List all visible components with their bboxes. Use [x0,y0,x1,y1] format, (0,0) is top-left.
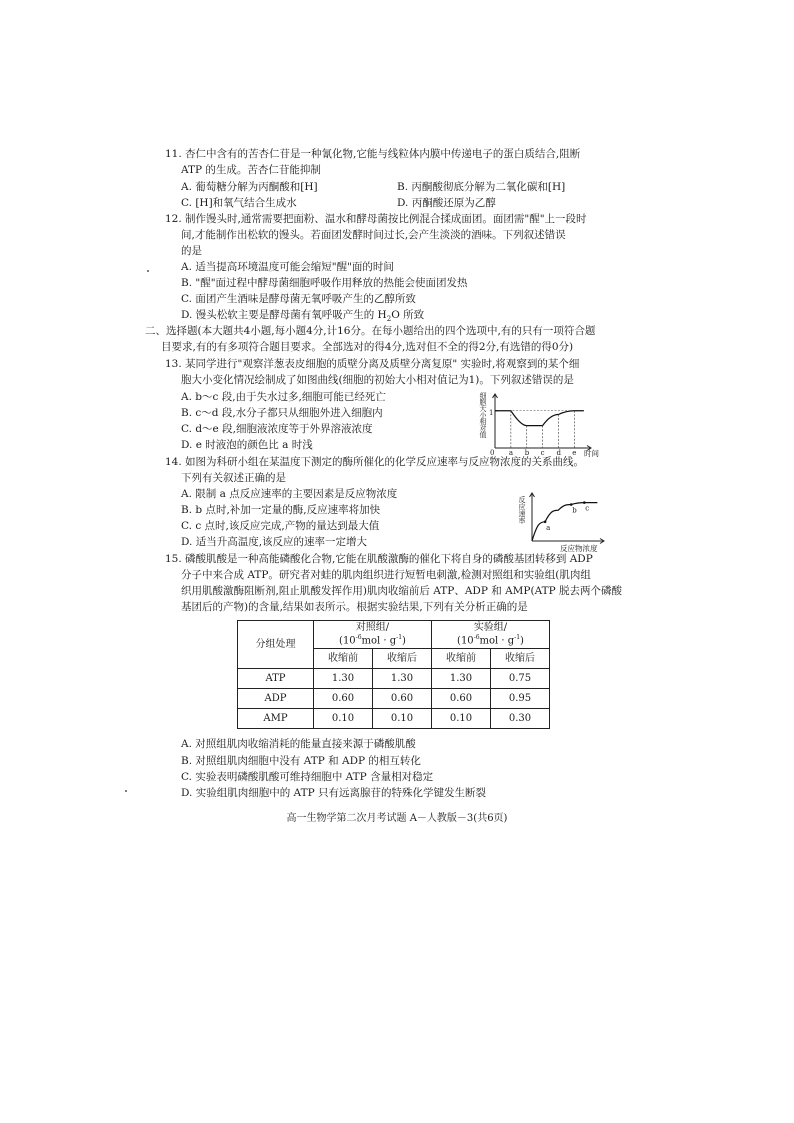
cell-size-chart-ytick: 1 [489,409,494,417]
q14-option-b: B. b 点时,补加一定量的酶,反应速率将加快 [181,504,381,516]
experimental-after-header: 收缩后 [491,649,550,669]
x-tick-a: a [508,449,514,457]
scan-speck [147,270,149,272]
row-label: ATP [238,669,314,689]
atp-results-table [237,620,550,729]
control-after-header: 收缩后 [373,649,432,669]
row-label: ADP [238,689,314,709]
q12-stem-line1: 12. 制作馒头时,通常需要把面粉、温水和酵母菌按比例混合揉成面团。面团需"醒"上一段时 [165,213,587,225]
section2-instructions: 目要求,有的有多项符合题目要求。全部选对的得4分,选对但不全的得2分,有选错的得0分) [161,341,574,353]
q15-stem-line4: 基团后的产物)的含量,结果如表所示。根据实验结果,下列有关分析正确的是 [181,601,528,613]
cell-size-curve [495,411,584,426]
q12-stem-line2: 间,才能制作出松软的馒头。若面团发酵时间过长,会产生淡淡的酒味。下列叙述错误 [181,229,566,241]
x-tick-e: e [572,449,577,457]
point-b [570,503,573,506]
scan-speck [125,790,127,792]
q14-stem-line1: 14. 如图为科研小组在某温度下测定的酶所催化的化学反应速率与反应物浓度的关系曲线。 [165,456,585,468]
q15-option-b: B. 对照组肌肉细胞中没有 ATP 和 ADP 的相互转化 [181,755,421,767]
q15-option-d: D. 实验组肌肉细胞中的 ATP 只有远离腺苷的特殊化学键发生断裂 [181,787,486,799]
table-row [238,669,550,689]
cell-size-chart [474,388,609,460]
x-tick-b: b [524,449,530,457]
q14-stem-line2: 下列有关叙述正确的是 [181,472,286,484]
cell-size-chart-marks [495,411,584,457]
reaction-rate-chart-marks [532,501,597,541]
table-cell: 0.75 [491,669,550,689]
cell-size-chart-ylabel: 细胞大小相对值 [479,392,487,438]
table-cell: 1.30 [373,669,432,689]
point-label-c: c [585,504,590,513]
table-row [238,709,550,729]
table-corner-header: 分组处理 [238,621,314,669]
q13-option-c: C. d～e 段,细胞液浓度等于外界溶液浓度 [181,423,373,435]
q11-option-c: C. [H]和氧气结合生成水 [181,197,297,209]
cell-size-chart-origin: 0 [490,449,495,457]
q14-option-d: D. 适当升高温度,该反应的速率一定增大 [181,536,368,548]
q12-option-a: A. 适当提高环境温度可能会缩短"醒"面的时间 [181,261,394,273]
q14-option-c: C. c 点时,该反应完成,产物的量达到最大值 [181,520,380,532]
point-label-a: a [546,523,551,532]
table-cell: 1.30 [314,669,373,689]
q15-option-c: C. 实验表明磷酸肌酸可维持细胞中 ATP 含量相对稳定 [181,771,434,783]
q15-stem-line3: 织用肌酸激酶阻断剂,阻止肌酸发挥作用)肌肉收缩前后 ATP、ADP 和 AMP(ATP 脱去两个磷酸 [181,585,622,597]
q12-stem-line3: 的是 [181,245,202,257]
q11-stem-line1: 11. 杏仁中含有的苦杏仁苷是一种氰化物,它能与线粒体内膜中传递电子的蛋白质结合,阻断 [165,148,581,160]
cell-size-chart-xlabel: 时间 [584,449,599,458]
q11-option-b: B. 丙酮酸彻底分解为二氧化碳和[H] [397,181,566,193]
point-label-b: b [572,506,577,515]
table-cell: 0.95 [491,689,550,709]
q11-option-d: D. 丙酮酸还原为乙醇 [397,197,496,209]
table-cell: 0.60 [432,689,491,709]
q14-option-a: A. 限制 a 点反应速率的主要因素是反应物浓度 [181,488,398,500]
q15-stem-line2: 分子中来合成 ATP。研究者对蛙的肌肉组织进行短暂电刺激,检测对照组和实验组(肌肉组 [181,569,591,581]
q11-stem-line2: ATP 的生成。苦杏仁苷能抑制 [181,164,321,176]
q13-option-b: B. c～d 段,水分子都只从细胞外进入细胞内 [181,407,383,419]
control-group-header: 对照组/ $(10^{-6}mol \cdot g^{-1})$ [314,621,432,649]
q12-option-b: B. "醒"面过程中酵母菌细胞呼吸作用释放的热能会使面团发热 [181,277,468,289]
x-tick-d: d [556,449,561,457]
q12-option-d: D. 馒头松软主要是酵母菌有氧呼吸产生的 $H_2O$ 所致 [181,309,425,324]
table-cell: 0.30 [491,709,550,729]
table-row [238,689,550,709]
control-before-header: 收缩前 [314,649,373,669]
page-footer: 高一生物学第二次月考试题 A－人教版－3(共6页) [286,813,508,824]
q15-stem-line1: 15. 磷酸肌酸是一种高能磷酸化合物,它能在肌酸激酶的催化下将自身的磷酸基团转移到 ADP [165,553,593,565]
point-a [544,521,547,524]
point-c [583,501,586,504]
q11-option-a: A. 葡萄糖分解为丙酮酸和[H] [181,181,318,193]
q13-stem-line1: 13. 某同学进行"观察洋葱表皮细胞的质壁分离及质壁分离复原" 实验时,将观察到的某个细 [165,358,580,370]
experimental-before-header: 收缩前 [432,649,491,669]
table-cell: 0.10 [432,709,491,729]
table-cell: 0.10 [314,709,373,729]
reaction-rate-chart-xlabel: 反应物浓度 [560,544,598,553]
reaction-rate-chart-axes [530,493,605,544]
reaction-rate-chart-ylabel: 反应速率 [518,496,526,524]
table-cell: 1.30 [432,669,491,689]
table-cell: 0.60 [373,689,432,709]
experimental-group-header: 实验组/ $(10^{-6}mol \cdot g^{-1})$ [432,621,550,649]
row-label: AMP [238,709,314,729]
q15-option-a: A. 对照组肌肉收缩消耗的能量直接来源于磷酸肌酸 [181,738,416,750]
q13-stem-line2: 胞大小变化情况绘制成了如图曲线(细胞的初始大小相对值记为1)。下列叙述错误的是 [181,374,574,386]
section2-heading: 二、选择题(本大题共4小题,每小题4分,计16分。在每小题给出的四个选项中,有的只有一项符合题 [145,325,596,337]
reaction-rate-chart [516,486,612,554]
q13-option-a: A. b～c 段,由于失水过多,细胞可能已经死亡 [181,391,386,403]
x-tick-c: c [540,449,545,457]
table-cell: 0.60 [314,689,373,709]
q13-option-d: D. e 时液泡的颜色比 a 时浅 [181,439,313,451]
cell-size-chart-axes [493,394,592,451]
table-cell: 0.10 [373,709,432,729]
q12-option-c: C. 面团产生酒味是酵母菌无氧呼吸产生的乙醇所致 [181,293,416,305]
